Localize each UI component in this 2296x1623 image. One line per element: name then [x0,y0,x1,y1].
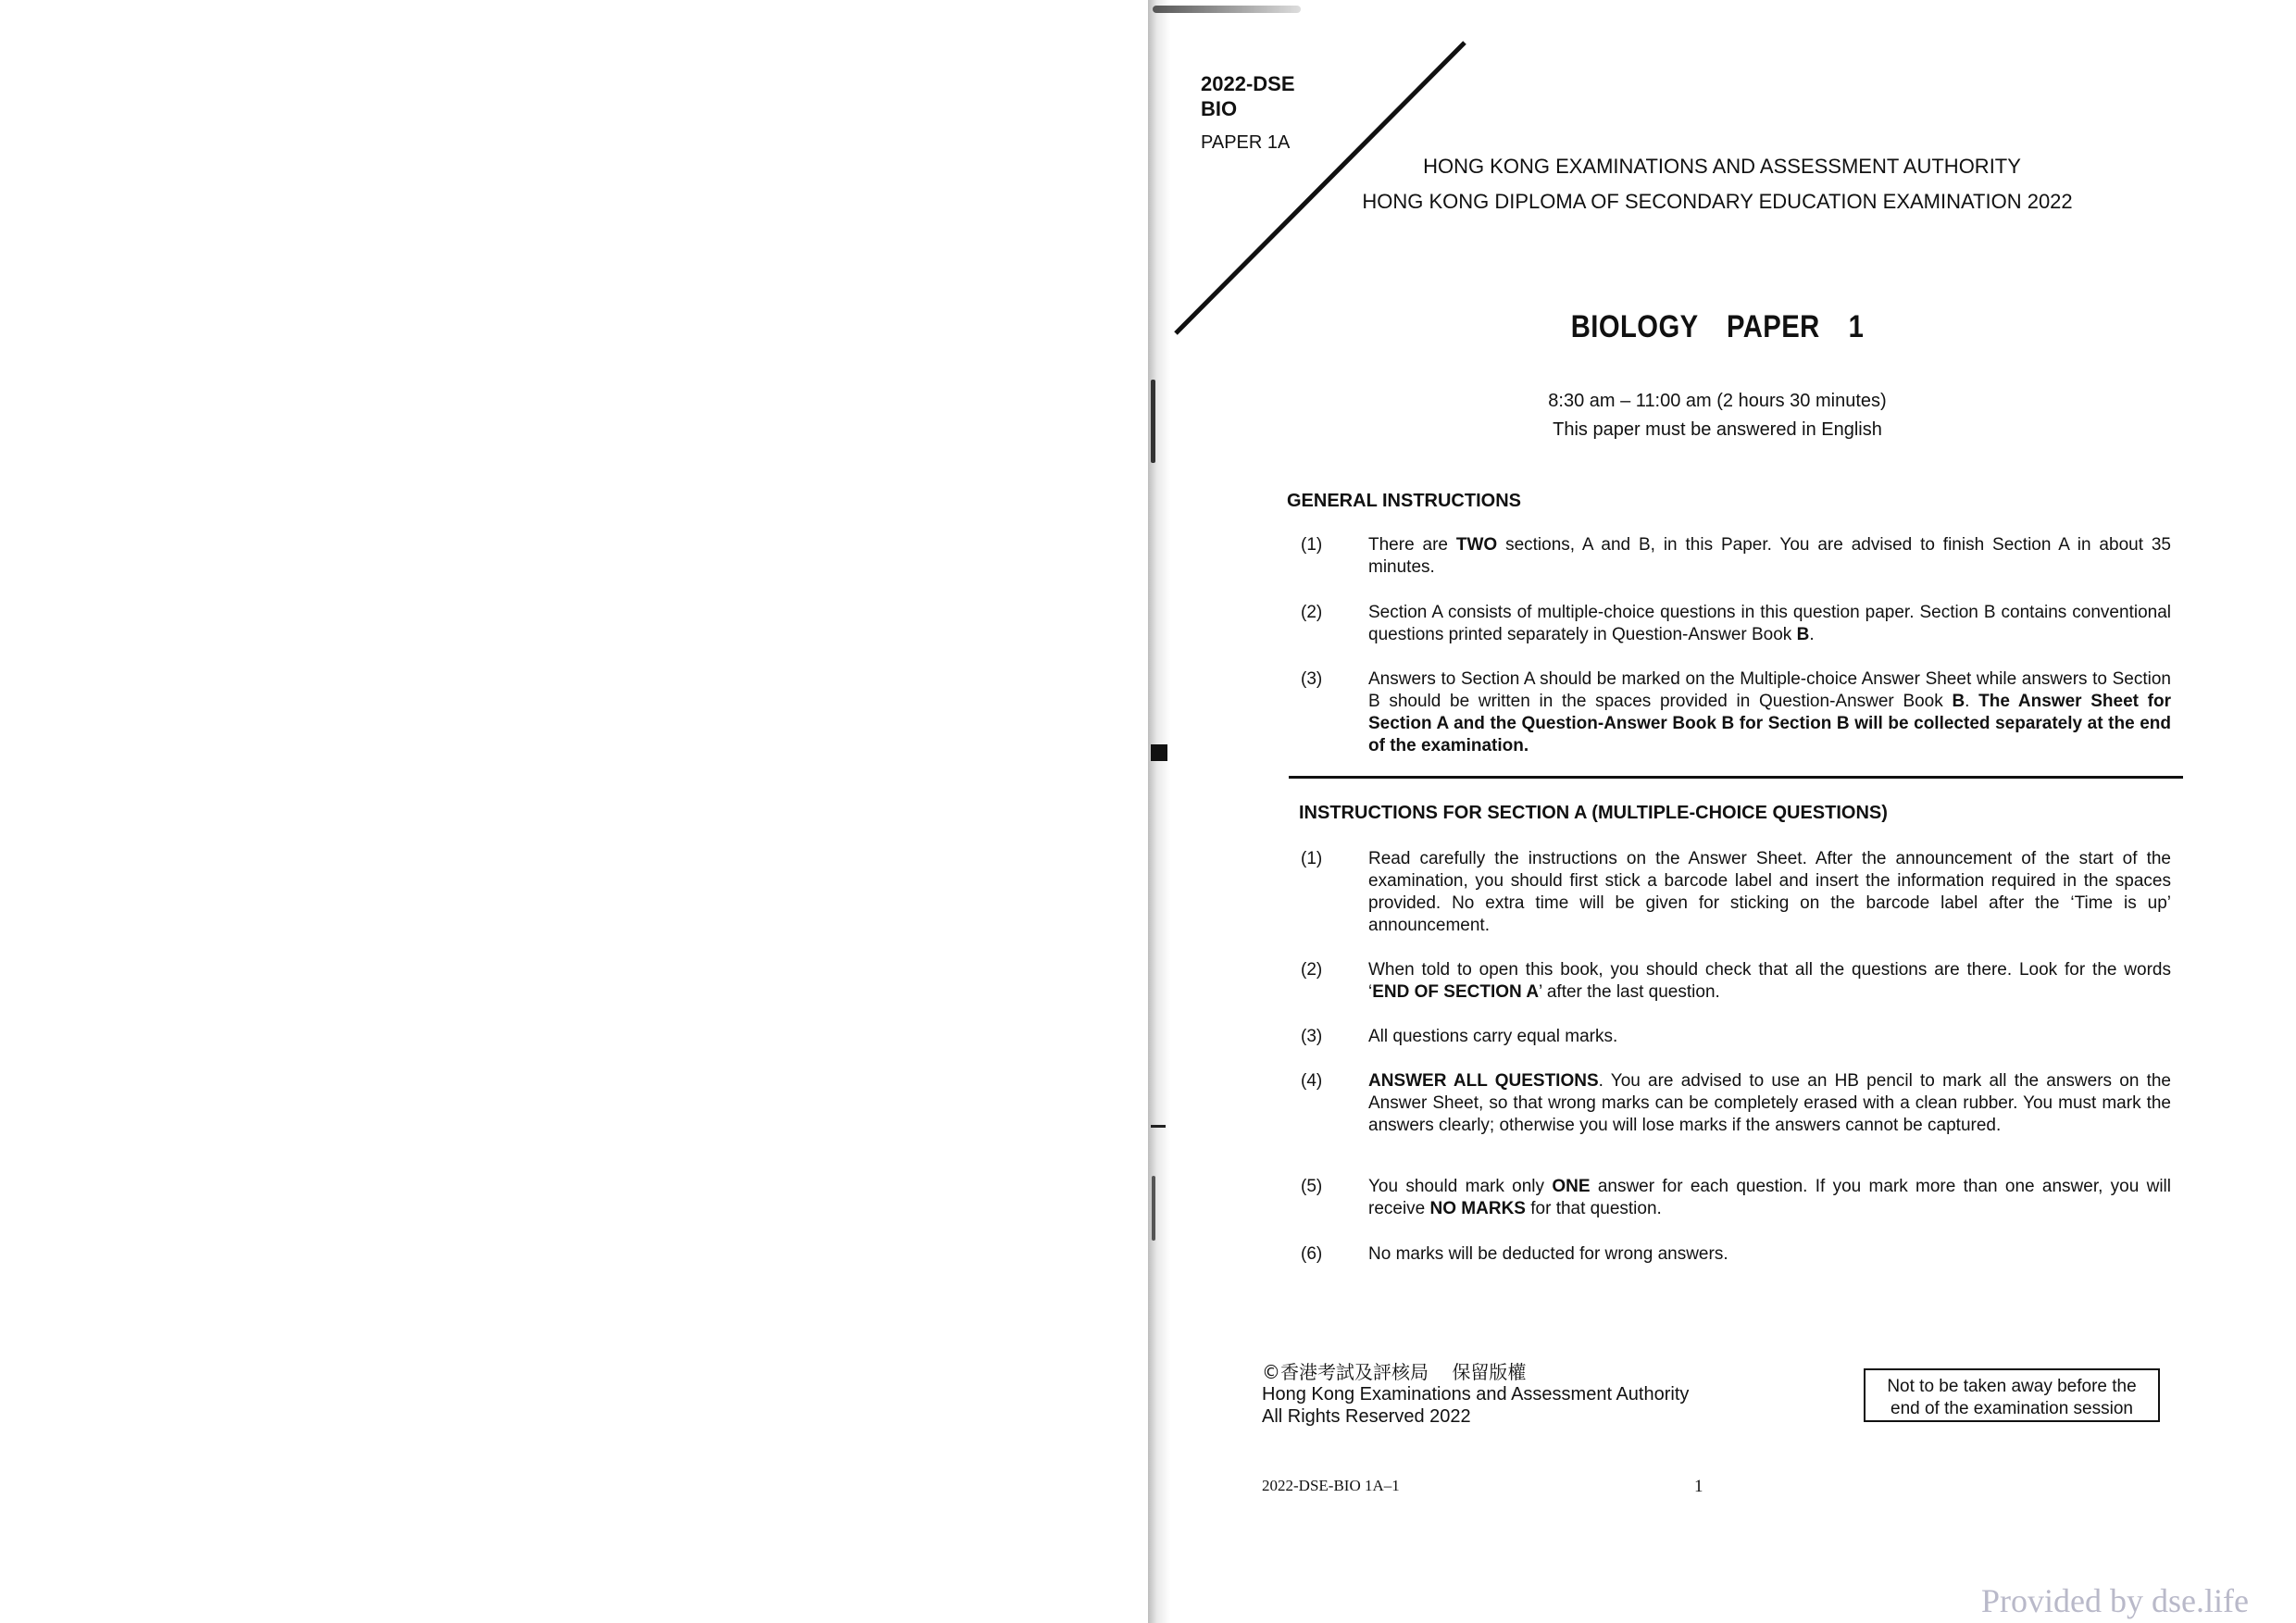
general-instruction-item-text: Answers to Section A should be marked on the Multiple-choice Answer Sheet while answers to Section B should be written in the spaces provided in Question-Answer Book B. The Answer Sheet for Section A and the Question-Answer Book B for Section B will be collected separately at the end of the examination. [1368,669,2171,755]
language-note: This paper must be answered in English [1553,419,1882,440]
section-a-instruction-item-text: No marks will be deducted for wrong answers. [1368,1244,1728,1264]
section-a-instruction-item-text: Read carefully the instructions on the Answer Sheet. After the announcement of the start of the examination, you should first stick a barcode label and insert the information required in the spaces provided. No extra time will be given for sticking on the barcode label after the ‘Time is up’ announcement. [1368,849,2171,935]
scan-smudge [1153,6,1301,13]
paper-code: PAPER 1A [1201,132,1291,153]
binding-mark [1152,1176,1155,1241]
subject-code: BIO [1201,97,1238,120]
watermark: Provided by dse.life [1981,1582,2249,1619]
notice-line1: Not to be taken away before the [1887,1377,2137,1396]
general-instruction-item-number: (2) [1301,603,1323,622]
copyright-block [1262,1361,1689,1428]
exam-name: HONG KONG DIPLOMA OF SECONDARY EDUCATION EXAMINATION 2022 [1362,190,2073,213]
section-a-instruction-item-number: (2) [1301,960,1323,980]
section-a-instruction-item-number: (1) [1301,849,1323,868]
general-instruction-item-number: (1) [1301,535,1323,555]
section-a-instruction-item-number: (6) [1301,1244,1323,1264]
section-a-instruction-item-number: (4) [1301,1071,1323,1091]
copyright-english-line2: All Rights Reserved 2022 [1262,1406,1471,1427]
copyright-chinese: ©香港考試及評核局 保留版權 [1262,1361,1527,1383]
binding-mark [1151,1125,1166,1128]
section-a-instruction-item-text: You should mark only ONE answer for each question. If you mark more than one answer, you will receive NO MARKS for that question. [1368,1177,2171,1218]
notice-line2: end of the examination session [1890,1399,2133,1418]
section-a-instruction-item-text: ANSWER ALL QUESTIONS. You are advised to use an HB pencil to mark all the answers on the Answer Sheet, so that wrong marks can be completely erased with a clean rubber. You must mark the answers clearly; otherwise you will lose marks if the answers cannot be captured. [1368,1071,2171,1135]
section-a-instruction-item-number: (5) [1301,1177,1323,1196]
section-a-instruction-item-text: When told to open this book, you should check that all the questions are there. Look for the words ‘END OF SECTION A’ after the last question. [1368,960,2171,1002]
section-a-instruction-item-text: All questions carry equal marks. [1368,1027,1618,1046]
footer-paper-code: 2022-DSE-BIO 1A–1 [1262,1477,1400,1494]
registration-mark [1151,744,1167,761]
copyright-english-line1: Hong Kong Examinations and Assessment Authority [1262,1384,1690,1405]
general-instruction-item-number: (3) [1301,669,1323,689]
section-a-heading: INSTRUCTIONS FOR SECTION A (MULTIPLE-CHOICE QUESTIONS) [1299,803,1888,823]
authority-name: HONG KONG EXAMINATIONS AND ASSESSMENT AUTHORITY [1423,155,2021,178]
general-instructions-heading: GENERAL INSTRUCTIONS [1287,491,1521,511]
page-number: 1 [1694,1477,1703,1496]
section-divider [1289,776,2183,779]
exam-code: 2022-DSE [1201,72,1295,95]
paper-title: BIOLOGY PAPER 1 [1570,309,1865,344]
general-instruction-item-text: Section A consists of multiple-choice questions in this question paper. Section B contains conventional questions printed separately in Question-Answer Book B. [1368,603,2171,644]
general-instruction-item-text: There are TWO sections, A and B, in this Paper. You are advised to finish Section A in about 35 minutes. [1368,535,2172,577]
notice-box [1864,1368,2160,1422]
exam-time: 8:30 am – 11:00 am (2 hours 30 minutes) [1548,391,1887,411]
section-a-instruction-item-number: (3) [1301,1027,1323,1046]
binding-mark [1151,380,1155,463]
